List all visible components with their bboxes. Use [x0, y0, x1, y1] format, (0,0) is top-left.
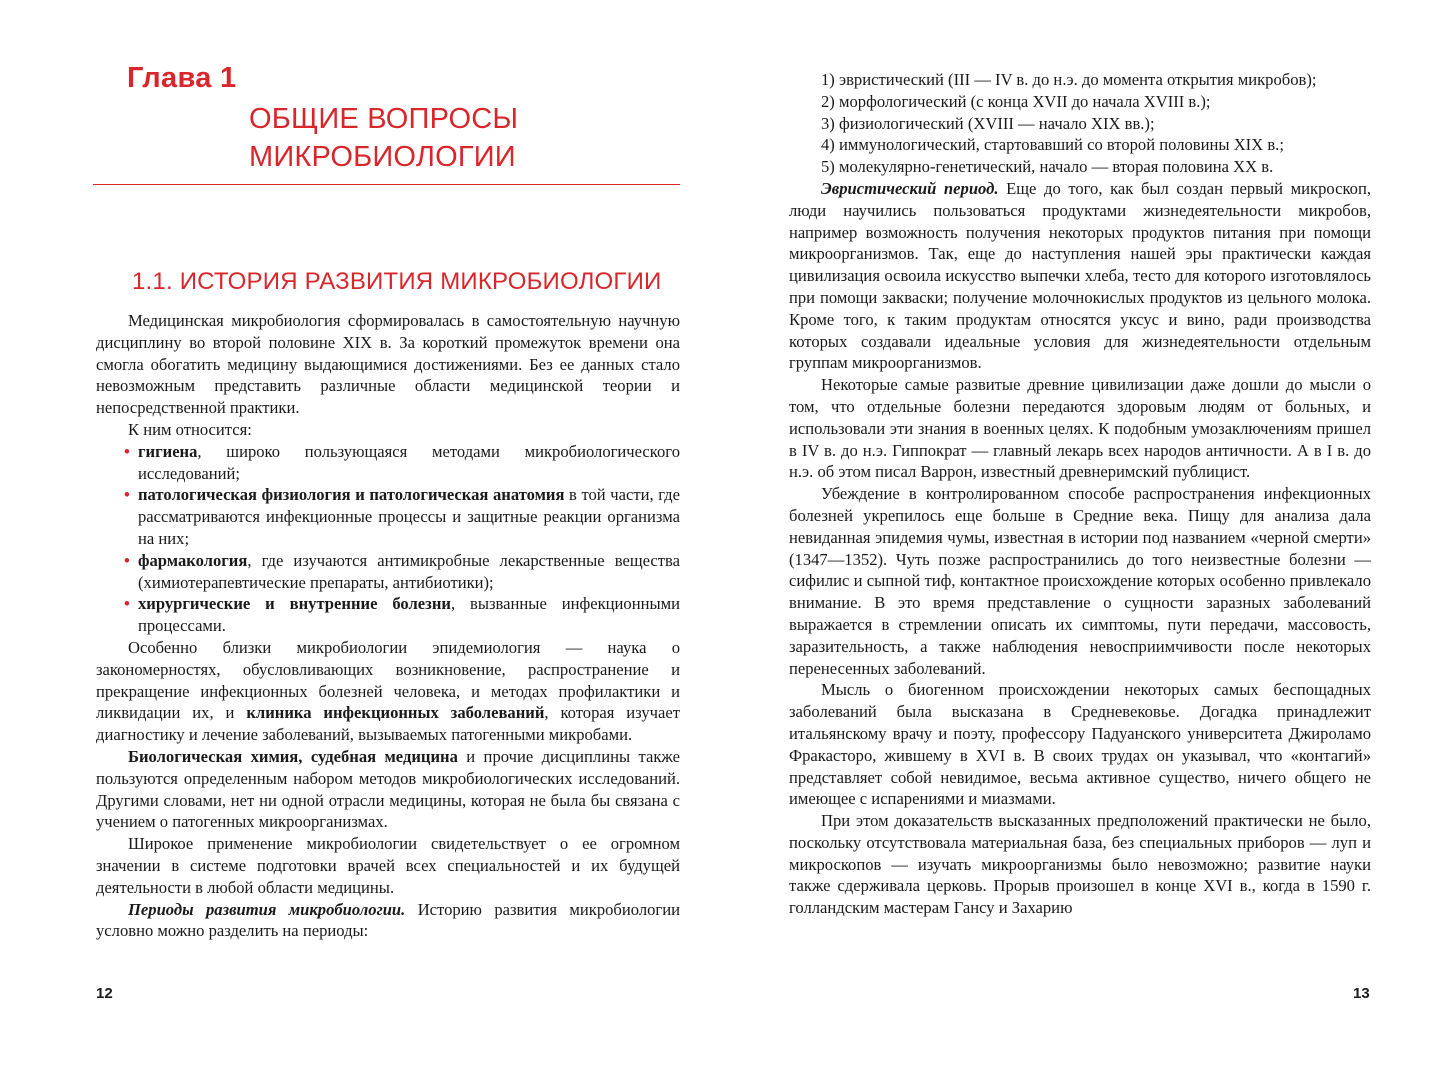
- paragraph-text: Особенно близки микробиологии эпидемиология — наука о закономерностях, обусловливающих возникновение, распространение и прекращение инфекционных болезней человека, и методах профилактики и ликвидации их, и: [96, 637, 680, 723]
- chapter-title: [249, 100, 518, 176]
- left-body-text: [96, 310, 680, 942]
- period-item: 1) эвристический (III — IV в. до н.э. до момента открытия микробов);: [821, 70, 1317, 89]
- list-term: гигиена: [138, 441, 198, 461]
- paragraph: [789, 178, 1371, 374]
- page-number: 12: [96, 985, 113, 1002]
- right-body-text: [789, 69, 1371, 919]
- chapter-title-line1: ОБЩИЕ ВОПРОСЫ: [249, 103, 519, 135]
- list-item: [124, 484, 680, 549]
- paragraph: [96, 746, 680, 833]
- paragraph: При этом доказательств высказанных предположений практически не было, поскольку отсутствовала материальная база, без специальных приборов — луп и микроскопов — изучать микроорганизмы было невозможно; развитие науки также сдерживала церковь. Прорыв произошел в конце XVI в., когда в 1590 г. голландским мастерам Гансу и Захарию: [789, 811, 1371, 918]
- run-in-heading: Периоды развития микробиологии.: [128, 899, 406, 919]
- list-text: в той части, где рассматриваются инфекционные процессы и защитные реакции организма на них;: [138, 485, 680, 548]
- list-term: патологическая физиология и патологическая анатомия: [138, 485, 565, 505]
- bullet-icon: •: [124, 441, 130, 461]
- paragraph-text: и прочие дисциплины также пользуются определенным набором методов микробиологических исследований. Другими словами, нет ни одной отрасли медицины, которая не была бы связана с учением о патогенных микроорганизмах.: [96, 746, 680, 832]
- list-text: , вызванные инфекционными процессами.: [138, 594, 680, 636]
- period-item: 3) физиологический (XVIII — начало XIX вв.);: [821, 113, 1155, 133]
- run-in-heading: Эвристический период.: [821, 178, 999, 198]
- list-term: фармакология: [138, 550, 248, 570]
- bullet-icon: •: [124, 485, 130, 505]
- list-term: хирургические и внутренние болезни: [138, 594, 451, 614]
- list-item: [124, 441, 680, 485]
- chapter-divider: [93, 184, 680, 185]
- page-number: 13: [1353, 985, 1370, 1002]
- bold-term: Биологическая химия, судебная медицина: [128, 746, 458, 766]
- list-text: , где изучаются антимикробные лекарственные вещества (химиотерапевтические препараты, антибиотики);: [138, 550, 680, 592]
- bold-term: клиника инфекционных заболеваний: [246, 703, 545, 723]
- period-item: 5) молекулярно-генетический, начало — вторая половина XX в.: [821, 157, 1274, 177]
- paragraph: Мысль о биогенном происхождении некоторых самых беспощадных заболеваний была высказана в Средневековье. Догадка принадлежит итальянскому врачу и поэту, профессору Падуанского университета Джироламо Фракасторо, жившему в XVI в. В своих трудах он указывал, что «контагий» представляет собой невидимое, весьма активное существо, ничего общего не имеющее с испарениями и миазмами.: [789, 680, 1371, 809]
- list-item: [124, 550, 680, 594]
- paragraph: Медицинская микробиология сформировалась в самостоятельную научную дисциплину во второй половине XIX в. За короткий промежуток времени она смогла обогатить медицину выдающимися достижениями. Без ее данных стало невозможным представить различные области медицинской теории и непосредственной практики.: [96, 311, 680, 418]
- chapter-title-line2: МИКРОБИОЛОГИИ: [249, 141, 516, 173]
- paragraph-text: , которая изучает диагностику и лечение заболеваний, вызываемых патогенными микробами.: [96, 703, 680, 745]
- period-item: 2) морфологический (с конца XVII до начала XVIII в.);: [821, 91, 1211, 111]
- section-heading: 1.1. ИСТОРИЯ РАЗВИТИЯ МИКРОБИОЛОГИИ: [132, 268, 662, 295]
- right-page: [726, 0, 1453, 1080]
- discipline-list: [96, 441, 680, 637]
- paragraph: Убеждение в контролированном способе распространения инфекционных болезней укрепилось еще больше в Средние века. Пищу для анализа дала невиданная эпидемия чумы, известная в истории под названием «черной смерти» (1347—1352). Чуть позже распространились до того неизвестные болезни — сифилис и сыпной тиф, контактное происхождение которых особенно привлекало внимание. В это время представление о сущности заразных заболеваний выражается в стремлении описать их симптомы, пути передачи, массовость, заразительность, а также наблюдения невосприимчивости после некоторых перенесенных заболеваний.: [789, 484, 1371, 678]
- paragraph: Широкое применение микробиологии свидетельствует о ее огромном значении в системе подготовки врачей всех специальностей и их будущей деятельности в любой области медицины.: [96, 834, 680, 897]
- paragraph-text: Еще до того, как был создан первый микроскоп, люди научились пользоваться продуктами жизнедеятельности микробов, например возможность получения некоторых продуктов питания при помощи микроорганизмов. Так, еще до наступления нашей эры практически каждая цивилизация освоила искусство выпечки хлеба, тесто для которого изготовлялось при помощи закваски; получение молочнокислых продуктов из цельного молока. Кроме того, к таким продуктам относятся уксус и вино, ради производства которых создавали идеальные условия для жизнедеятельности отдельным группам микроорганизмов.: [789, 178, 1371, 373]
- paragraph-text: Историю развития микробиологии условно можно разделить на периоды:: [96, 899, 680, 941]
- paragraph: [96, 637, 680, 746]
- bullet-icon: •: [124, 550, 130, 570]
- paragraph: [96, 899, 680, 943]
- list-text: , широко пользующаяся методами микробиологического исследований;: [138, 441, 680, 483]
- bullet-icon: •: [124, 594, 130, 614]
- period-item: 4) иммунологический, стартовавший со второй половины XIX в.;: [821, 135, 1284, 155]
- chapter-label: Глава 1: [127, 62, 237, 94]
- left-page: [0, 0, 726, 1080]
- paragraph: Некоторые самые развитые древние цивилизации даже дошли до мысли о том, что отдельные болезни передаются здоровым людям от больных, и использовали эти знания в военных целях. К подобным умозаключениям пришел в IV в. до н.э. Гиппократ — главный лекарь всех народов античности. А в I в. до н.э. об этом писал Варрон, известный древнеримский публицист.: [789, 375, 1371, 482]
- list-item: [124, 593, 680, 637]
- paragraph: К ним относится:: [128, 419, 252, 439]
